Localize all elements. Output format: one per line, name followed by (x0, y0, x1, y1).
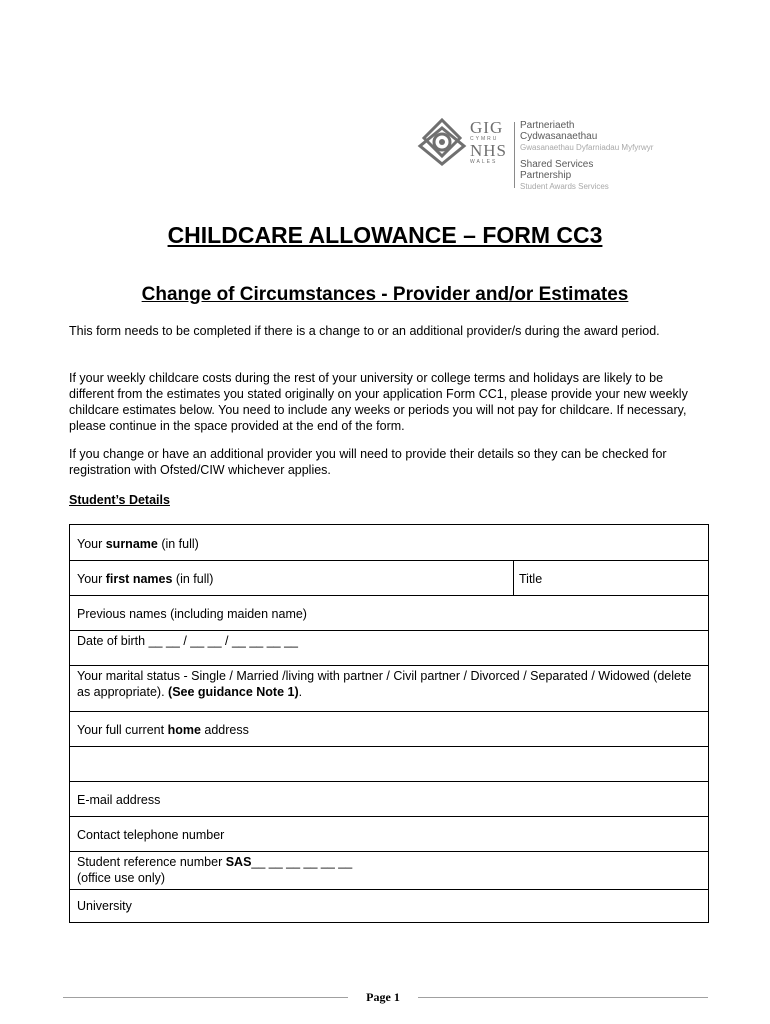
wales-text: WALES (470, 159, 498, 165)
reference-blanks: __ __ __ __ __ __ (251, 855, 353, 869)
phone-row[interactable] (70, 816, 708, 852)
footer-rule-right (418, 997, 708, 998)
marital-status-text: Your marital status - Single / Married /living with partner / Civil partner / Divorced / Separated / Widowed (delete as appropriate). (77, 669, 692, 699)
first-names-row[interactable] (70, 560, 708, 596)
date-of-birth-row[interactable] (70, 630, 708, 666)
estimates-paragraph: If your weekly childcare costs during the rest of your university or college terms and holidays are likely to be different from the estimates you stated originally on your application Form CC1, please provide your new weekly childcare estimates below. You need to include any weeks or periods you will not pay for childcare. If necessary, please continue in the space provided at the end of the form. (69, 371, 688, 433)
university-label: University (77, 899, 132, 913)
logo-line-1: Partneriaeth (520, 120, 575, 131)
email-label: E-mail address (77, 793, 161, 807)
gig-text: GIG (470, 118, 504, 137)
home-address-label-bold: home (167, 723, 201, 737)
logo-line-2: Cydwasanaethau (520, 131, 598, 142)
logo-line-3: Gwasanaethau Dyfarniadau Myfyrwyr (520, 143, 654, 152)
marital-status-note: (See guidance Note 1) (168, 685, 299, 699)
logo-line-5: Partnership (520, 170, 572, 181)
logo-line-6: Student Awards Services (520, 182, 609, 191)
first-names-label-prefix: Your (77, 572, 106, 586)
logo-divider (514, 122, 515, 188)
document-subtitle: Change of Circumstances - Provider and/or Estimates (141, 284, 629, 305)
celtic-knot-icon (416, 116, 468, 168)
reference-sas: SAS (225, 855, 252, 869)
nhs-text: NHS (470, 141, 508, 160)
date-of-birth-label: Date of birth __ __ / __ __ / __ __ __ __ (77, 634, 298, 648)
previous-names-label: Previous names (including maiden name) (77, 607, 307, 621)
surname-label-suffix: (in full) (157, 537, 199, 551)
university-row[interactable] (70, 889, 708, 923)
student-details-form (69, 524, 709, 923)
cymru-text: CYMRU (470, 136, 499, 142)
intro-paragraph: This form needs to be completed if there is a change to or an additional provider/s during the award period. (69, 324, 660, 338)
home-address-label-prefix: Your full current (77, 723, 168, 737)
home-address-row[interactable] (70, 711, 708, 747)
logo-line-4: Shared Services (520, 159, 594, 170)
reference-note: (office use only) (77, 871, 166, 885)
phone-label: Contact telephone number (77, 828, 225, 842)
surname-label-prefix: Your (77, 537, 106, 551)
surname-row[interactable] (70, 525, 708, 560)
home-address-label-suffix: address (200, 723, 249, 737)
section-heading: Student’s Details (69, 493, 170, 507)
reference-label-prefix: Student reference number (77, 855, 226, 869)
nhs-wales-logo (416, 114, 686, 190)
marital-status-row[interactable] (70, 665, 708, 712)
title-label[interactable]: Title (519, 572, 543, 586)
first-names-label-suffix: (in full) (172, 572, 214, 586)
email-row[interactable] (70, 781, 708, 817)
page-number: Page 1 (366, 990, 400, 1004)
previous-names-row[interactable] (70, 595, 708, 631)
logo-partnership-text (520, 120, 690, 192)
title-divider (513, 561, 514, 596)
marital-status-end: . (298, 685, 303, 699)
surname-label-bold: surname (105, 537, 158, 551)
first-names-label-bold: first names (105, 572, 173, 586)
student-reference-row[interactable] (70, 851, 708, 890)
provider-paragraph: If you change or have an additional provider you will need to provide their details so they can be checked for registration with Ofsted/CIW whichever applies. (69, 447, 667, 477)
gig-nhs-wordmark (470, 120, 518, 166)
home-address-continued-row[interactable] (70, 746, 708, 782)
footer-rule-left (63, 997, 348, 998)
document-title: CHILDCARE ALLOWANCE – FORM CC3 (167, 222, 603, 248)
